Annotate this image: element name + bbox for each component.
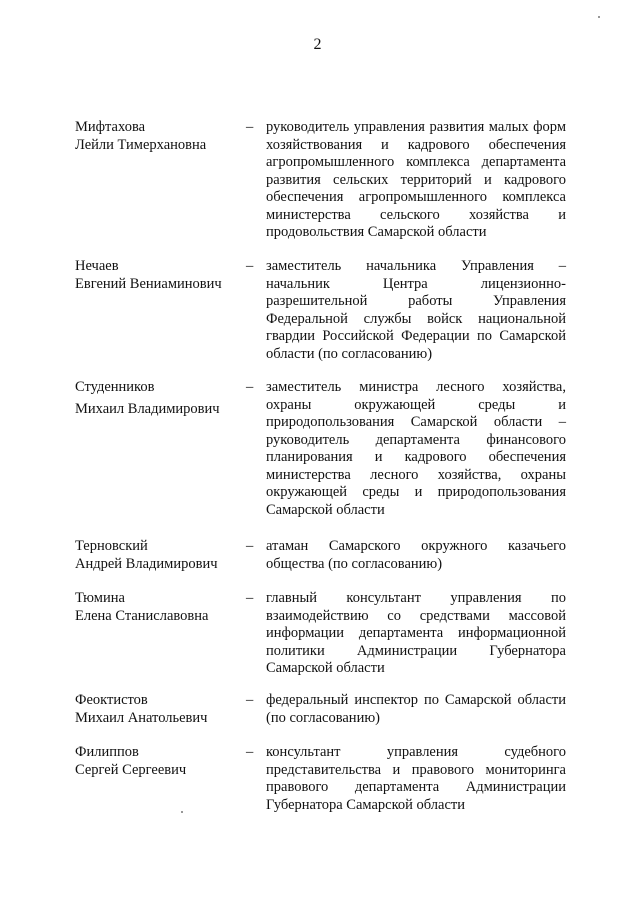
member-given-names: Евгений Вениаминович xyxy=(75,275,222,292)
dash-separator: – xyxy=(246,538,254,554)
member-name xyxy=(75,590,245,625)
scan-speck xyxy=(598,16,600,18)
member-name xyxy=(75,692,245,727)
member-role: консультант управления судебного представительства и правового мониторинга правового департамента Администрации Губернатора Самарской области xyxy=(266,744,566,813)
member-given-names: Сергей Сергеевич xyxy=(75,761,187,778)
member-role: атаман Самарского окружного казачьего общества (по согласованию) xyxy=(266,538,566,572)
member-role: руководитель управления развития малых форм хозяйствования и кадрового обеспечения агропромышленного комплекса департамента развития сельских территорий и кадрового обеспечения агропромышленного комплекса министерства сельского хозяйства и продовольствия Самарской области xyxy=(266,119,566,240)
member-surname: Терновский xyxy=(75,538,148,554)
dash-separator: – xyxy=(246,590,254,606)
member-given-names: Михаил Анатольевич xyxy=(75,709,208,726)
member-surname: Тюмина xyxy=(75,590,125,606)
member-given-names: Михаил Владимирович xyxy=(75,400,220,417)
member-surname: Филиппов xyxy=(75,744,139,760)
member-surname: Нечаев xyxy=(75,258,119,274)
member-name xyxy=(75,379,245,418)
member-name xyxy=(75,258,245,293)
dash-separator: – xyxy=(246,258,254,274)
dash-separator: – xyxy=(246,744,254,760)
member-role: заместитель министра лесного хозяйства, охраны окружающей среды и природопользования Самарской области – руководитель департамента финансового планирования и кадрового обеспечения министерства лесного хозяйства, охраны окружающей среды и природопользования Самарской области xyxy=(266,379,566,518)
dash-separator: – xyxy=(246,379,254,395)
member-given-names: Лейли Тимерхановна xyxy=(75,136,207,153)
member-given-names: Андрей Владимирович xyxy=(75,555,218,572)
member-name xyxy=(75,744,245,779)
member-surname: Студенников xyxy=(75,379,155,395)
member-surname: Феоктистов xyxy=(75,692,148,708)
member-name xyxy=(75,538,245,573)
member-name xyxy=(75,119,245,154)
dash-separator: – xyxy=(246,119,254,135)
member-role: заместитель начальника Управления – начальник Центра лицензионно-разрешительной работы Управления Федеральной службы войск национальной гвардии Российской Федерации по Самарской области (по согласованию) xyxy=(266,258,566,362)
page-number: 2 xyxy=(313,36,322,53)
member-role: главный консультант управления по взаимодействию со средствами массовой информации департамента информационной политики Администрации Губернатора Самарской области xyxy=(266,590,566,676)
dash-separator: – xyxy=(246,692,254,708)
scan-speck xyxy=(181,811,183,813)
member-role: федеральный инспектор по Самарской области (по согласованию) xyxy=(266,692,566,726)
member-surname: Мифтахова xyxy=(75,119,146,135)
member-given-names: Елена Станиславовна xyxy=(75,607,209,624)
